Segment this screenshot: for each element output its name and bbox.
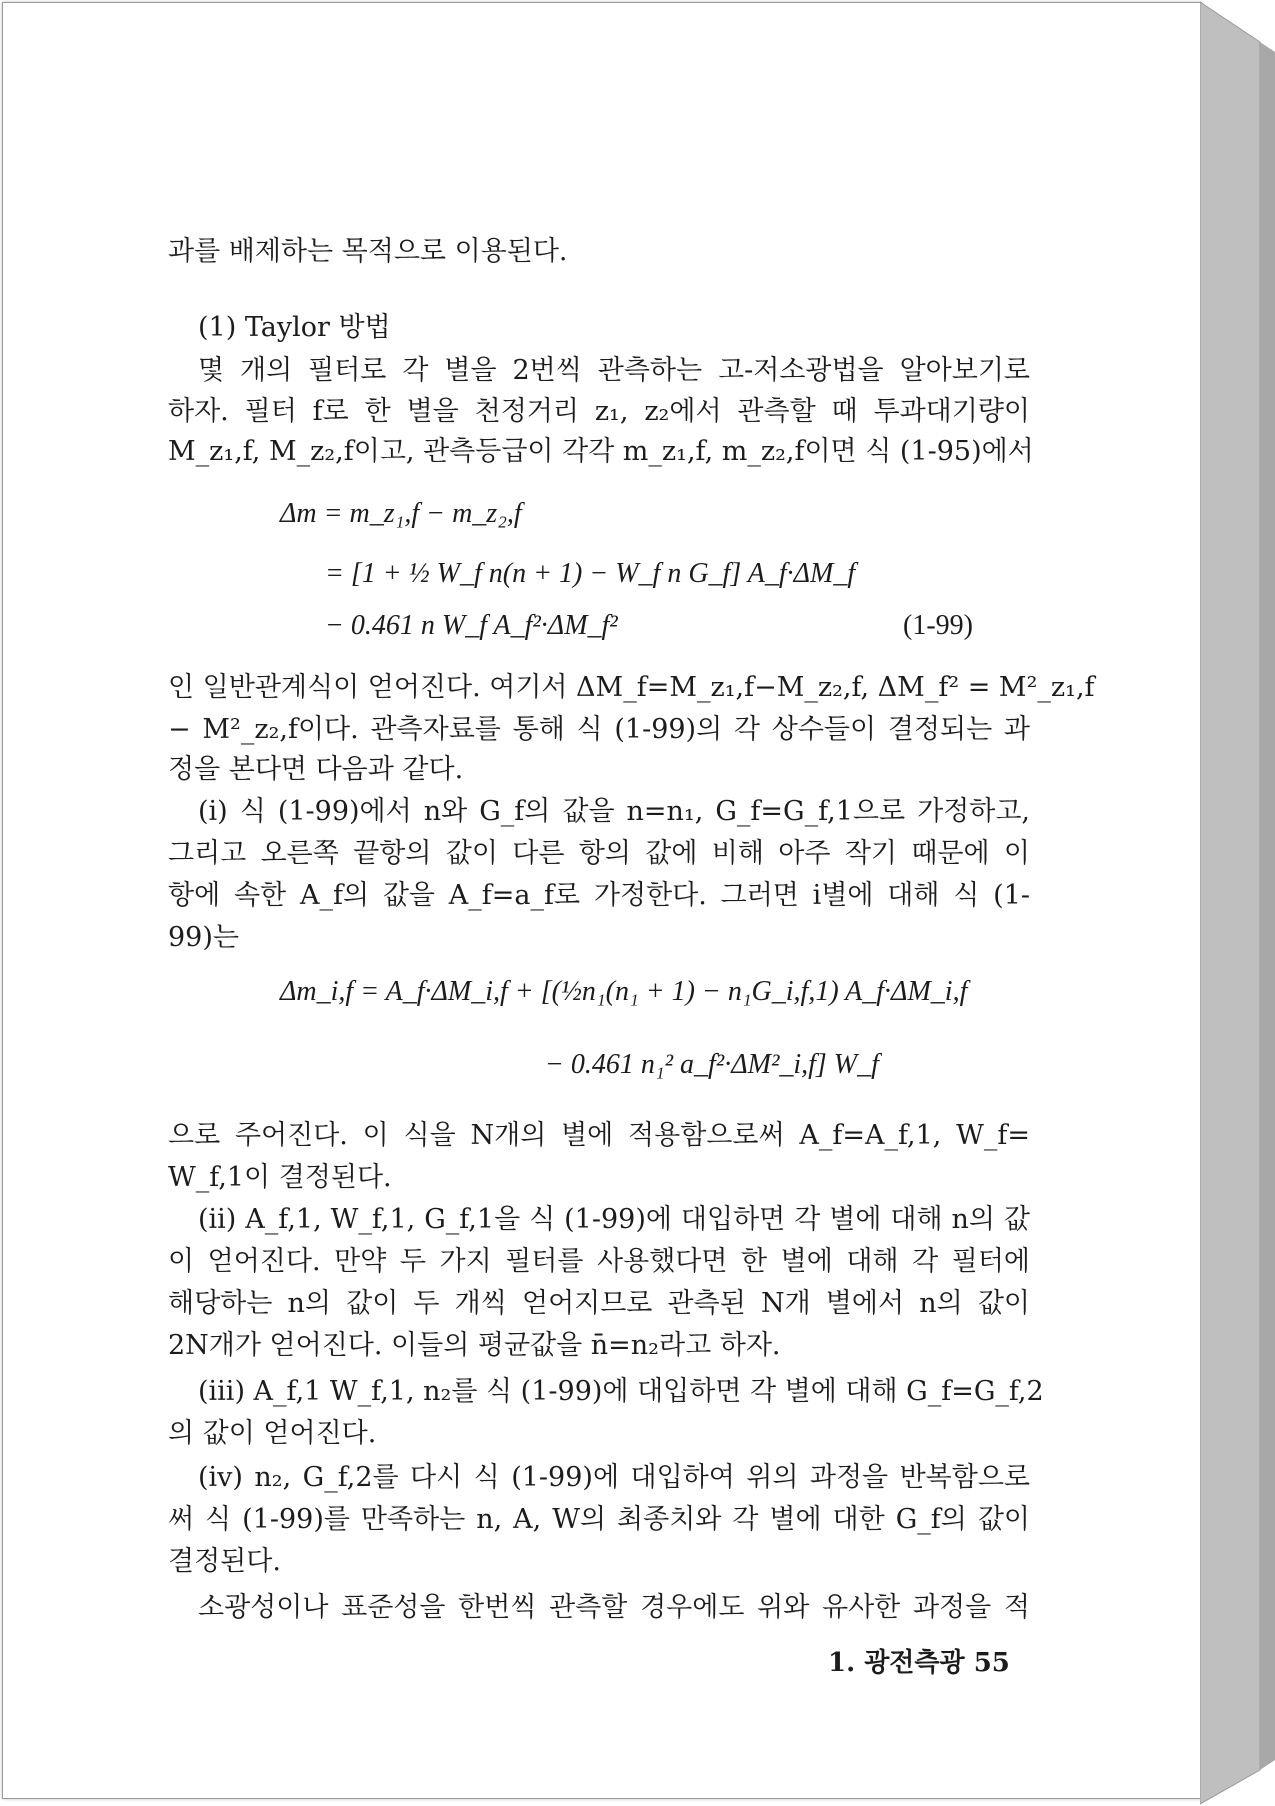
text-line: 99)는: [168, 922, 239, 953]
section-heading: (1) Taylor 방법: [198, 312, 391, 343]
text-line: 과를 배제하는 목적으로 이용된다.: [168, 236, 568, 267]
text-line: 그리고 오른쪽 끝항의 값이 다른 항의 값에 비해 아주 작기 때문에 이: [168, 838, 1030, 869]
text-line: (iii) A_f,1 W_f,1, n₂를 식 (1-99)에 대입하면 각 별에 대해 G_f=G_f,2: [198, 1376, 1044, 1407]
page-footer: 1. 광전측광 55: [828, 1648, 1010, 1678]
text-line: (ii) A_f,1, W_f,1, G_f,1을 식 (1-99)에 대입하면 각 별에 대해 n의 값: [198, 1204, 1030, 1235]
equation-line: − 0.461 n W_f A_f²·ΔM_f²: [325, 610, 618, 641]
text-line: 써 식 (1-99)를 만족하는 n, A, W의 최종치와 각 별에 대한 G_f의 값이: [168, 1504, 1030, 1535]
text-line: (iv) n₂, G_f,2를 다시 식 (1-99)에 대입하여 위의 과정을 반복함으로: [198, 1462, 1030, 1493]
equation-line: = [1 + ½ W_f n(n + 1) − W_f n G_f] A_f·ΔM_f: [325, 558, 856, 589]
book-edge-decoration: [1200, 0, 1275, 1806]
text-line: 정을 본다면 다음과 같다.: [168, 754, 464, 785]
text-line: 해당하는 n의 값이 두 개씩 얻어지므로 관측된 N개 별에서 n의 값이: [168, 1288, 1030, 1319]
equation-line: Δm = m_z₁,f − m_z₂,f: [280, 498, 522, 529]
equation-number: (1-99): [903, 610, 973, 641]
text-line: 항에 속한 A_f의 값을 A_f=a_f로 가정한다. 그러면 i별에 대해 식 (1-: [168, 880, 1030, 911]
text-line: 으로 주어진다. 이 식을 N개의 별에 적용함으로써 A_f=A_f,1, W_f=: [168, 1120, 1030, 1151]
text-line: W_f,1이 결정된다.: [168, 1162, 392, 1193]
text-line: 인 일반관계식이 얻어진다. 여기서 ΔM_f=M_z₁,f−M_z₂,f, ΔM_f² = M²_z₁,f: [168, 672, 1095, 703]
text-line: 몇 개의 필터로 각 별을 2번씩 관측하는 고-저소광법을 알아보기로: [198, 355, 1030, 386]
text-line: 소광성이나 표준성을 한번씩 관측할 경우에도 위와 유사한 과정을 적: [198, 1592, 1030, 1623]
text-line: 2N개가 얻어진다. 이들의 평균값을 n̄=n₂라고 하자.: [168, 1330, 781, 1361]
text-line: − M²_z₂,f이다. 관측자료를 통해 식 (1-99)의 각 상수들이 결정되는 과: [168, 714, 1030, 745]
text-line: M_z₁,f, M_z₂,f이고, 관측등급이 각각 m_z₁,f, m_z₂,f이면 식 (1-95)에서: [168, 436, 1034, 467]
text-line: (i) 식 (1-99)에서 n와 G_f의 값을 n=n₁, G_f=G_f,1으로 가정하고,: [198, 796, 1030, 827]
equation-line: Δm_i,f = A_f·ΔM_i,f + [(½n₁(n₁ + 1) − n₁G_i,f,1) A_f·ΔM_i,f: [280, 976, 968, 1007]
text-line: 의 값이 얻어진다.: [168, 1418, 377, 1449]
text-line: 하자. 필터 f로 한 별을 천정거리 z₁, z₂에서 관측할 때 투과대기량이: [168, 396, 1030, 427]
text-line: 이 얻어진다. 만약 두 가지 필터를 사용했다면 한 별에 대해 각 필터에: [168, 1246, 1030, 1277]
equation-line: − 0.461 n₁² a_f²·ΔM²_i,f] W_f: [545, 1049, 879, 1080]
text-line: 결정된다.: [168, 1546, 281, 1577]
